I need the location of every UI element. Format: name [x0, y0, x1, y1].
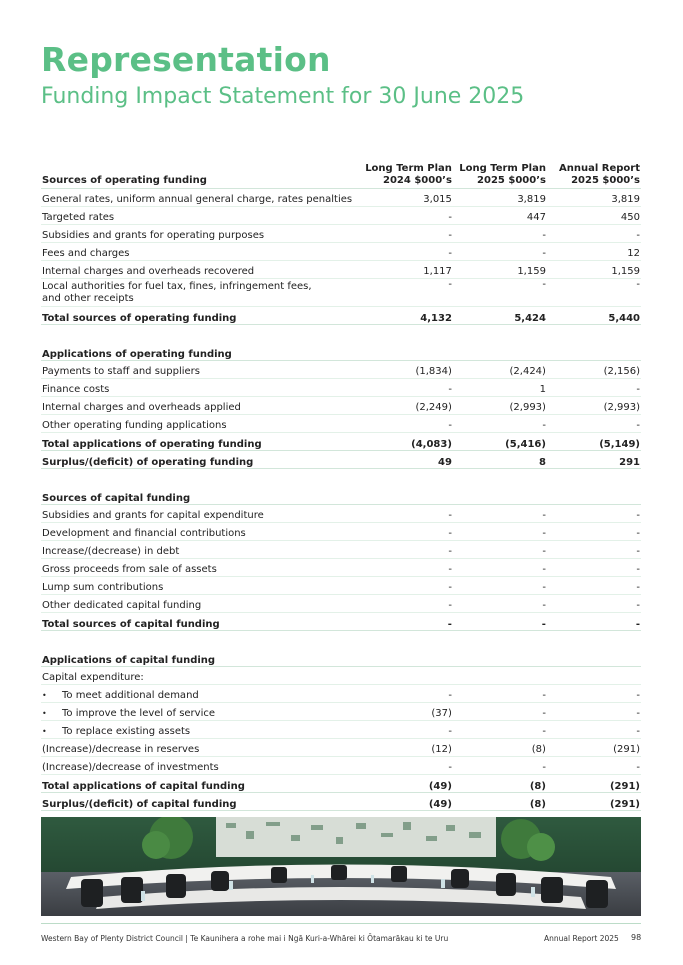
cell-value: - — [453, 685, 547, 703]
row-label: Gross proceeds from sale of assets — [41, 559, 359, 577]
cell-value: - — [453, 415, 547, 433]
cell-value: - — [453, 577, 547, 595]
cell-value: - — [547, 577, 641, 595]
cell-value: 3,819 — [547, 189, 641, 207]
cell-value: - — [547, 541, 641, 559]
column-header-ltp-2024: Long Term Plan 2024 $000’s — [359, 157, 453, 189]
cell-value: - — [547, 685, 641, 703]
cell-value: - — [359, 505, 453, 523]
cell-value: (1,834) — [359, 361, 453, 379]
footer-organisation: Western Bay of Plenty District Council | Te Kaunihera a rohe mai i Ngā Kuri-a-Whārei ki Ōtamarākau ki te Uru — [41, 934, 449, 943]
cell-value: 3,015 — [359, 189, 453, 207]
cell-value: - — [359, 541, 453, 559]
cell-value: - — [547, 505, 641, 523]
cell-value: (2,249) — [359, 397, 453, 415]
cell-value: - — [547, 757, 641, 775]
total-row — [41, 775, 641, 793]
cell-value: (291) — [547, 739, 641, 757]
cell-value: (2,993) — [453, 397, 547, 415]
row-label: Other operating funding applications — [41, 415, 359, 433]
row-label: Total sources of capital funding — [41, 613, 359, 631]
row-label: Development and financial contributions — [41, 523, 359, 541]
cell-value: - — [359, 415, 453, 433]
cell-value: (291) — [547, 793, 641, 811]
cell-value: - — [453, 703, 547, 721]
table-row — [41, 415, 641, 433]
table-row — [41, 721, 641, 739]
cell-value: - — [547, 595, 641, 613]
column-header-annual-report-2025: Annual Report 2025 $000’s — [547, 157, 641, 189]
cell-value: - — [453, 757, 547, 775]
cell-value: - — [547, 279, 641, 307]
row-label: Lump sum contributions — [41, 577, 359, 595]
table-row — [41, 703, 641, 721]
cell-value: - — [453, 613, 547, 631]
cell-value: - — [359, 225, 453, 243]
total-row — [41, 433, 641, 451]
cell-value: - — [453, 505, 547, 523]
table-row — [41, 225, 641, 243]
cell-value: 450 — [547, 207, 641, 225]
table-row — [41, 739, 641, 757]
table-row — [41, 361, 641, 379]
council-chamber-photo — [41, 817, 641, 916]
surplus-row — [41, 451, 641, 469]
cell-value: 3,819 — [453, 189, 547, 207]
cell-value: (2,424) — [453, 361, 547, 379]
cell-value: - — [359, 613, 453, 631]
cell-value: (2,156) — [547, 361, 641, 379]
cell-value: - — [453, 595, 547, 613]
section-heading-row — [41, 325, 641, 361]
cell-value: (49) — [359, 793, 453, 811]
table-row — [41, 379, 641, 397]
cell-value: - — [359, 523, 453, 541]
row-label: Local authorities for fuel tax, fines, infringement fees, and other receipts — [41, 279, 359, 307]
row-label: (Increase)/decrease in reserves — [41, 739, 359, 757]
cell-value: - — [359, 243, 453, 261]
cell-value: 8 — [453, 451, 547, 469]
total-row — [41, 613, 641, 631]
table-row — [41, 505, 641, 523]
cell-value: (49) — [359, 775, 453, 793]
row-label: Internal charges and overheads recovered — [41, 261, 359, 279]
cell-value: 291 — [547, 451, 641, 469]
cell-value: - — [547, 703, 641, 721]
footer-divider — [41, 923, 641, 924]
cell-value: - — [453, 279, 547, 307]
table-row — [41, 279, 641, 307]
section-heading: Applications of operating funding — [41, 325, 641, 361]
cell-value: 1,159 — [453, 261, 547, 279]
page-subtitle: Funding Impact Statement for 30 June 2025 — [41, 84, 525, 109]
footer-report-name: Annual Report 2025 — [544, 934, 619, 943]
cell-value: - — [453, 721, 547, 739]
cell-value: (2,993) — [547, 397, 641, 415]
cell-value: - — [547, 379, 641, 397]
cell-value: (291) — [547, 775, 641, 793]
section-heading-row — [41, 631, 641, 667]
row-label: Targeted rates — [41, 207, 359, 225]
row-label: Surplus/(deficit) of capital funding — [41, 793, 359, 811]
cell-value: 12 — [547, 243, 641, 261]
cell-value: - — [547, 613, 641, 631]
row-label: Internal charges and overheads applied — [41, 397, 359, 415]
row-label: Subsidies and grants for operating purposes — [41, 225, 359, 243]
cell-value: - — [453, 225, 547, 243]
cell-value: (12) — [359, 739, 453, 757]
cell-value: (8) — [453, 739, 547, 757]
page-title: Representation — [41, 40, 331, 79]
cell-value: (8) — [453, 775, 547, 793]
page-number: 98 — [631, 933, 642, 942]
cell-value: 447 — [453, 207, 547, 225]
cell-value: (5,416) — [453, 433, 547, 451]
cell-value: (5,149) — [547, 433, 641, 451]
row-label: Total applications of operating funding — [41, 433, 359, 451]
section-heading: Sources of capital funding — [41, 469, 641, 505]
table-row — [41, 261, 641, 279]
section-heading-row — [41, 469, 641, 505]
cell-value: - — [359, 279, 453, 307]
cell-value: - — [453, 559, 547, 577]
section-heading: Sources of operating funding — [41, 157, 359, 189]
cell-value: 4,132 — [359, 307, 453, 325]
funding-impact-table — [41, 157, 641, 829]
cell-value: 1 — [453, 379, 547, 397]
bullet-marker: • — [42, 727, 47, 736]
cell-value: - — [547, 559, 641, 577]
cell-value: 5,424 — [453, 307, 547, 325]
cell-value: 1,117 — [359, 261, 453, 279]
row-label: Other dedicated capital funding — [41, 595, 359, 613]
cell-value: - — [359, 595, 453, 613]
bullet-row-label: • To replace existing assets — [41, 721, 359, 739]
column-header-ltp-2025: Long Term Plan 2025 $000’s — [453, 157, 547, 189]
table-row — [41, 243, 641, 261]
table-row — [41, 523, 641, 541]
table-row — [41, 397, 641, 415]
row-label: Subsidies and grants for capital expenditure — [41, 505, 359, 523]
bullet-marker: • — [42, 691, 47, 700]
row-label: Total applications of capital funding — [41, 775, 359, 793]
cell-value: - — [359, 577, 453, 595]
cell-value: - — [547, 523, 641, 541]
bullet-marker: • — [42, 709, 47, 718]
cell-value: (37) — [359, 703, 453, 721]
cell-value: 1,159 — [547, 261, 641, 279]
cell-value: - — [453, 541, 547, 559]
table-row — [41, 207, 641, 225]
cell-value: - — [359, 685, 453, 703]
row-label: General rates, uniform annual general charge, rates penalties — [41, 189, 359, 207]
row-label: (Increase)/decrease of investments — [41, 757, 359, 775]
cell-value: (8) — [453, 793, 547, 811]
cell-value: (4,083) — [359, 433, 453, 451]
surplus-row — [41, 793, 641, 811]
total-row — [41, 307, 641, 325]
cell-value: - — [547, 225, 641, 243]
cell-value: - — [359, 207, 453, 225]
bullet-row-label: • To meet additional demand — [41, 685, 359, 703]
cell-value: - — [359, 559, 453, 577]
cell-value: - — [547, 721, 641, 739]
row-label: Total sources of operating funding — [41, 307, 359, 325]
table-row — [41, 559, 641, 577]
table-row — [41, 541, 641, 559]
cell-value: - — [453, 523, 547, 541]
table-row — [41, 685, 641, 703]
row-label: Fees and charges — [41, 243, 359, 261]
cell-value: - — [359, 757, 453, 775]
table-row — [41, 189, 641, 207]
row-label: Capital expenditure: — [41, 667, 641, 685]
cell-value: - — [359, 721, 453, 739]
row-label: Payments to staff and suppliers — [41, 361, 359, 379]
table-row — [41, 667, 641, 685]
cell-value: 5,440 — [547, 307, 641, 325]
cell-value: - — [359, 379, 453, 397]
cell-value: - — [453, 243, 547, 261]
table-header-row — [41, 157, 641, 189]
bullet-row-label: • To improve the level of service — [41, 703, 359, 721]
table-row — [41, 757, 641, 775]
cell-value: - — [547, 415, 641, 433]
row-label: Increase/(decrease) in debt — [41, 541, 359, 559]
section-heading: Applications of capital funding — [41, 631, 641, 667]
council-chamber-illustration — [41, 817, 641, 916]
row-label: Surplus/(deficit) of operating funding — [41, 451, 359, 469]
table-row — [41, 595, 641, 613]
row-label: Finance costs — [41, 379, 359, 397]
table-row — [41, 577, 641, 595]
cell-value: 49 — [359, 451, 453, 469]
